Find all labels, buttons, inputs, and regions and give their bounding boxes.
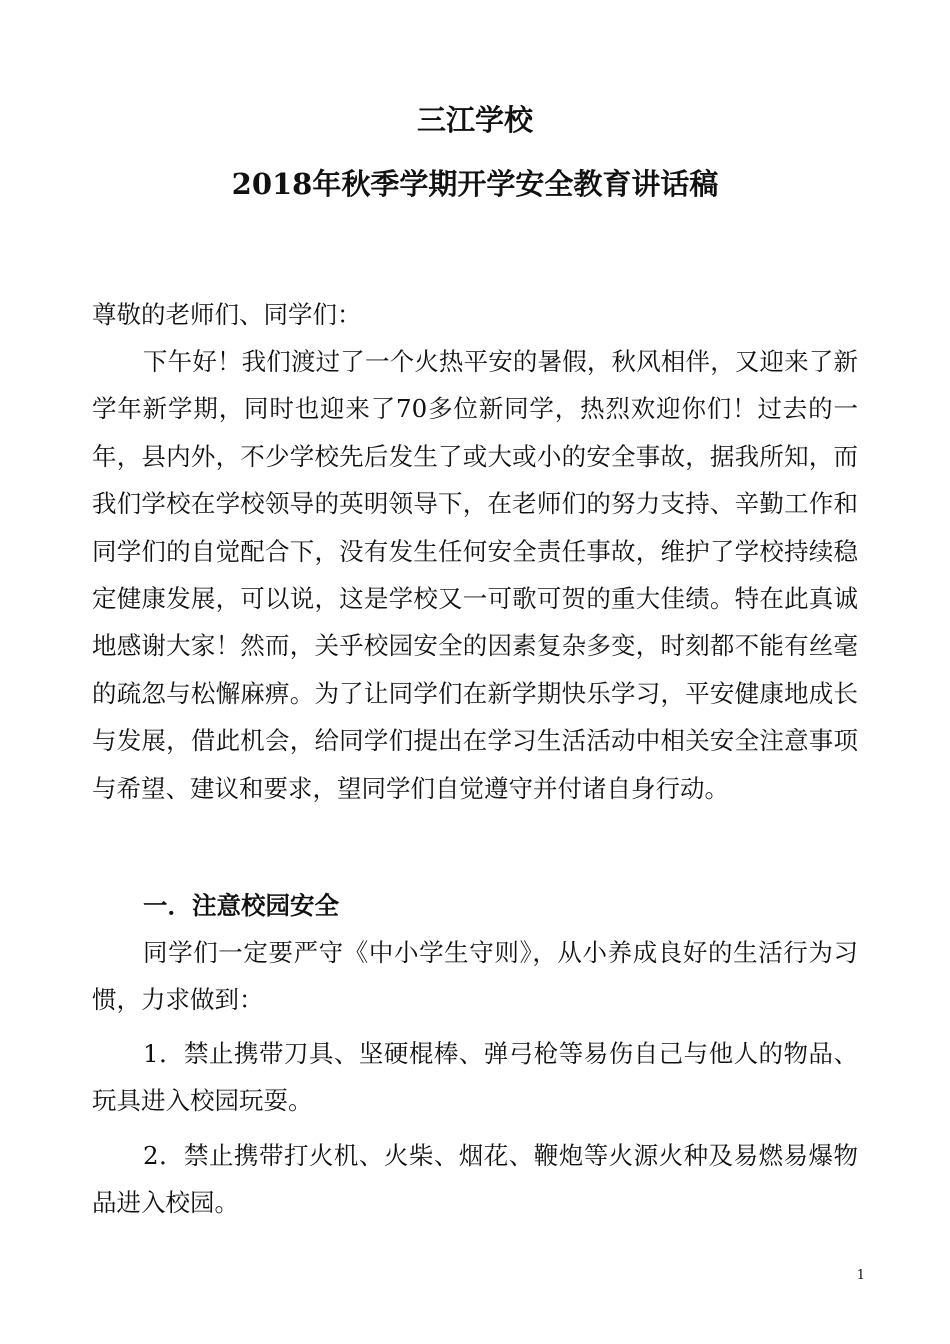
rule-item-2: 2．禁止携带打火机、火柴、烟花、鞭炮等火源火种及易燃易爆物品进入校园。 <box>92 1141 858 1218</box>
rule-item-1: 1．禁止携带刀具、坚硬棍棒、弹弓枪等易伤自己与他人的物品、玩具进入校园玩耍。 <box>92 1039 858 1116</box>
page-number: 1 <box>856 1268 865 1283</box>
intro-paragraph: 下午好！我们渡过了一个火热平安的暑假，秋风相伴，又迎来了新学年新学期，同时也迎来了70多位新同学，热烈欢迎你们！过去的一年，县内外，不少学校先后发生了或大或小的安全事故，据我所知，而我们学校在学校领导的英明领导下，在老师们的努力支持、辛勤工作和同学们的自觉配合下，没有发生任何安全责任事故，维护了学校持续稳定健康发展，可以说，这是学校又一可歌可贺的重大佳绩。特在此真诚地感谢大家！然而，关乎校园安全的因素复杂多变，时刻都不能有丝毫的疏忽与松懈麻痹。为了让同学们在新学期快乐学习，平安健康地成长与发展，借此机会，给同学们提出在学习生活活动中相关安全注意事项与希望、建议和要求，望同学们自觉遵守并付诸自身行动。 <box>92 347 858 803</box>
section-intro-paragraph: 同学们一定要严守《中小学生守则》，从小养成良好的生活行为习惯，力求做到： <box>92 938 858 1015</box>
document-title: 三江学校 <box>416 103 533 137</box>
section-heading: 一．注意校园安全 <box>143 891 339 920</box>
salutation: 尊敬的老师们、同学们： <box>92 300 362 329</box>
document-subtitle: 2018年秋季学期开学安全教育讲话稿 <box>231 167 719 201</box>
